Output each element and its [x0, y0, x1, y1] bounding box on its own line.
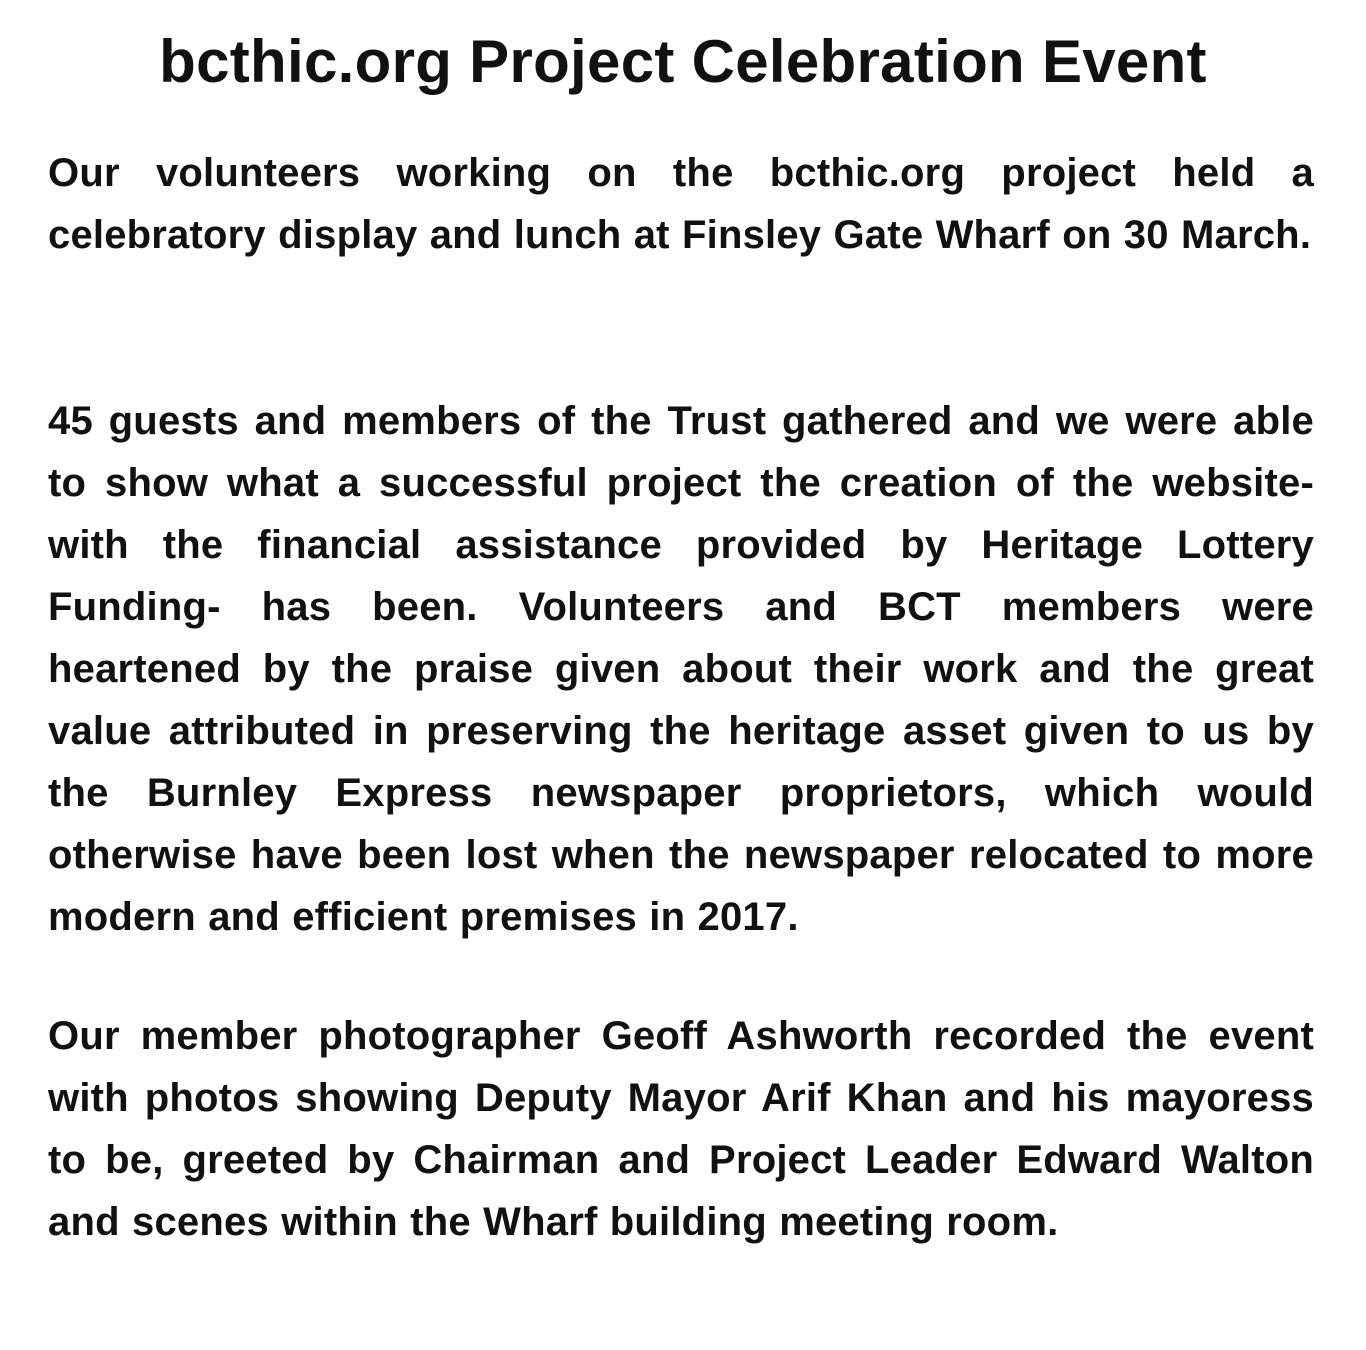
paragraph-photographer: Our member photographer Geoff Ashworth recorded the event with photos showing Deputy Mayor Arif Khan and his mayoress to be, greeted by Chairman and Project Leader Edward Walton and scenes within the Wharf building meeting room. — [48, 1014, 1314, 1244]
page-title: bcthic.org Project Celebration Event — [159, 28, 1207, 95]
paragraph-event-summary: Our volunteers working on the bcthic.org project held a celebratory display and lunch at Finsley Gate Wharf on 30 March. — [48, 151, 1314, 257]
paragraph-guests-and-project: 45 guests and members of the Trust gathered and we were able to show what a successful project the creation of the website-with the financial assistance provided by Heritage Lottery Funding- has been. Volunteers and BCT members were heartened by the praise given about their work and the great value attributed in preserving the heritage asset given to us by the Burnley Express newspaper proprietors, which would otherwise have been lost when the newspaper relocated to more modern and efficient premises in 2017. — [48, 399, 1314, 939]
